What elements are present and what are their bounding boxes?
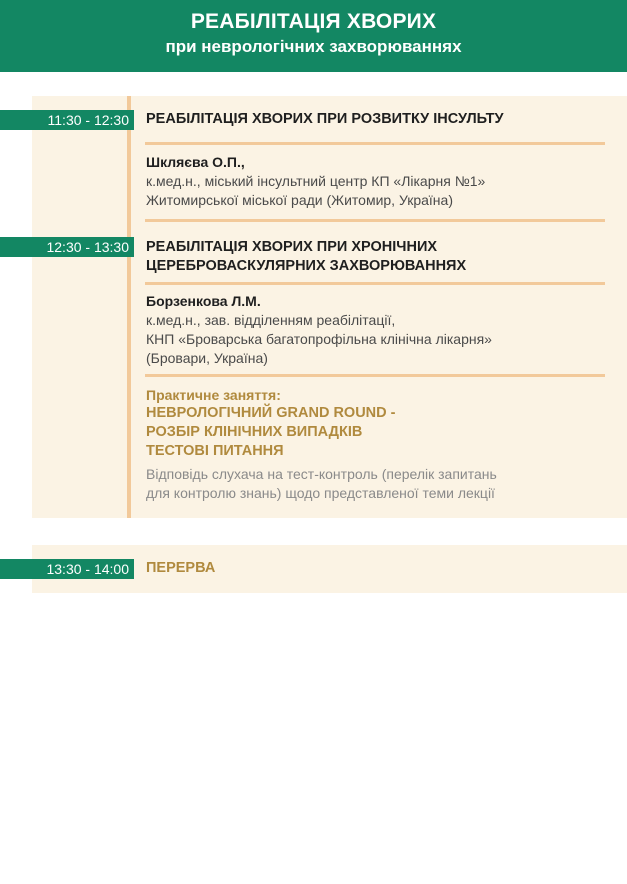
speaker-details [146, 172, 485, 210]
session-title-line: РЕАБІЛІТАЦІЯ ХВОРИХ ПРИ ХРОНІЧНИХ [146, 239, 438, 255]
practice-description-line: Відповідь слухача на тест-контроль (перелік запитань [146, 466, 497, 482]
break-label: ПЕРЕРВА [146, 560, 216, 576]
practice-title-line: РОЗБІР КЛІНІЧНИХ ВИПАДКІВ [146, 424, 363, 440]
practice-title-line: ТЕСТОВІ ПИТАННЯ [146, 443, 284, 459]
speaker-details-line: (Бровари, Україна) [146, 350, 268, 366]
session-title [146, 238, 466, 276]
session-title: РЕАБІЛІТАЦІЯ ХВОРИХ ПРИ РОЗВИТКУ ІНСУЛЬТУ [146, 111, 504, 127]
practice-description [146, 465, 497, 503]
speaker-name: Шкляєва О.П., [146, 154, 245, 170]
speaker-details-line: к.мед.н., міський інсультний центр КП «Лікарня №1» [146, 173, 486, 189]
session-title-line: ЦЕРЕБРОВАСКУЛЯРНИХ ЗАХВОРЮВАННЯХ [146, 258, 467, 274]
page-header [0, 0, 627, 72]
speaker-name: Борзенкова Л.М. [146, 293, 261, 309]
practice-title-line: НЕВРОЛОГІЧНИЙ GRAND ROUND - [146, 405, 396, 421]
speaker-details [146, 311, 492, 368]
break-time: 13:30 - 14:00 [0, 559, 134, 579]
separator [145, 282, 605, 285]
speaker-details-line: КНП «Броварська багатопрофільна клінічна лікарня» [146, 331, 492, 347]
session-time: 12:30 - 13:30 [0, 237, 134, 257]
session-time: 11:30 - 12:30 [0, 110, 134, 130]
timeline-divider [127, 96, 131, 518]
speaker-details-line: к.мед.н., зав. відділенням реабілітації, [146, 312, 396, 328]
separator [145, 142, 605, 145]
practice-description-line: для контролю знань) щодо представленої теми лекції [146, 485, 495, 501]
separator [145, 374, 605, 377]
header-subtitle: при неврологічних захворюваннях [165, 37, 462, 56]
speaker-details-line: Житомирської міської ради (Житомир, Україна) [146, 192, 453, 208]
practice-label: Практичне заняття: [146, 387, 281, 403]
header-title: РЕАБІЛІТАЦІЯ ХВОРИХ [190, 10, 437, 33]
practice-title [146, 404, 395, 461]
separator [145, 219, 605, 222]
